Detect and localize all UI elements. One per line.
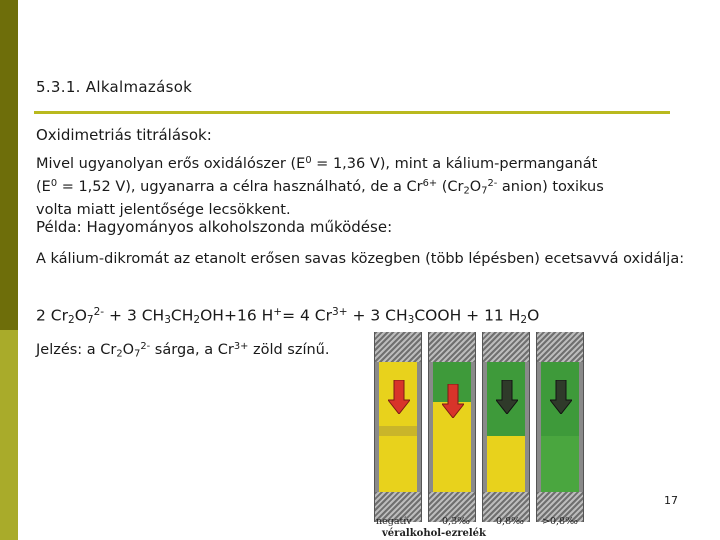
section-heading: Oxidimetriás titrálások: [36, 126, 212, 144]
example-heading: Példa: Hagyományos alkoholszonda működése: [36, 218, 393, 236]
dark-arrow-icon [550, 380, 572, 414]
tube-over-0-8-permille [536, 332, 584, 522]
red-arrow-icon [442, 384, 464, 418]
tube-0-3-permille [428, 332, 476, 522]
title-divider [34, 111, 670, 114]
breathalyzer-tubes-photo [366, 332, 590, 540]
left-sidebar-bar [0, 0, 18, 540]
sidebar-light-segment [0, 330, 18, 540]
tube-label-over-0-8: >0,8‰ [542, 516, 578, 527]
dark-arrow-icon [496, 380, 518, 414]
reaction-description: A kálium-dikromát az etanolt erősen savas közegben (több lépésben) ecetsavvá oxidálja: [36, 251, 685, 267]
slide-title: 5.3.1. Alkalmazások [36, 78, 193, 96]
tube-label-0-8: 0,8‰ [496, 516, 524, 527]
page-number: 17 [664, 494, 678, 507]
indicator-note: Jelzés: a $Cr_2O_7^{2-}$ sárga, a $Cr^{3+}$ zöld színű. [36, 341, 330, 360]
red-arrow-icon [388, 380, 410, 414]
tube-0-8-permille [482, 332, 530, 522]
tube-label-negative: negatív [376, 516, 412, 527]
sidebar-dark-segment [0, 0, 18, 330]
intro-paragraph: Mivel ugyanolyan erős oxidálószer ($E^0 = 1,36$ V), mint a kálium-permanganát ($E^0 = 1,52$ V), ugyanarra a célra használható, de a $Cr^{6+}$ ($Cr_2O_7^{2-}$ anion) toxikus volta miatt jelentősége lecsökkent. [36, 155, 604, 219]
tube-negative [374, 332, 422, 522]
tube-label-0-3: 0,3‰ [442, 516, 470, 527]
photo-caption: véralkohol-ezrelék [382, 528, 486, 539]
chemical-equation: 2 $Cr_2O_7^{2-} + 3$ $CH_3CH_2OH+16$ H+= 4 $Cr^{3+} + 3$ $CH_3COOH + 11$ $H_2O$ [36, 306, 540, 326]
